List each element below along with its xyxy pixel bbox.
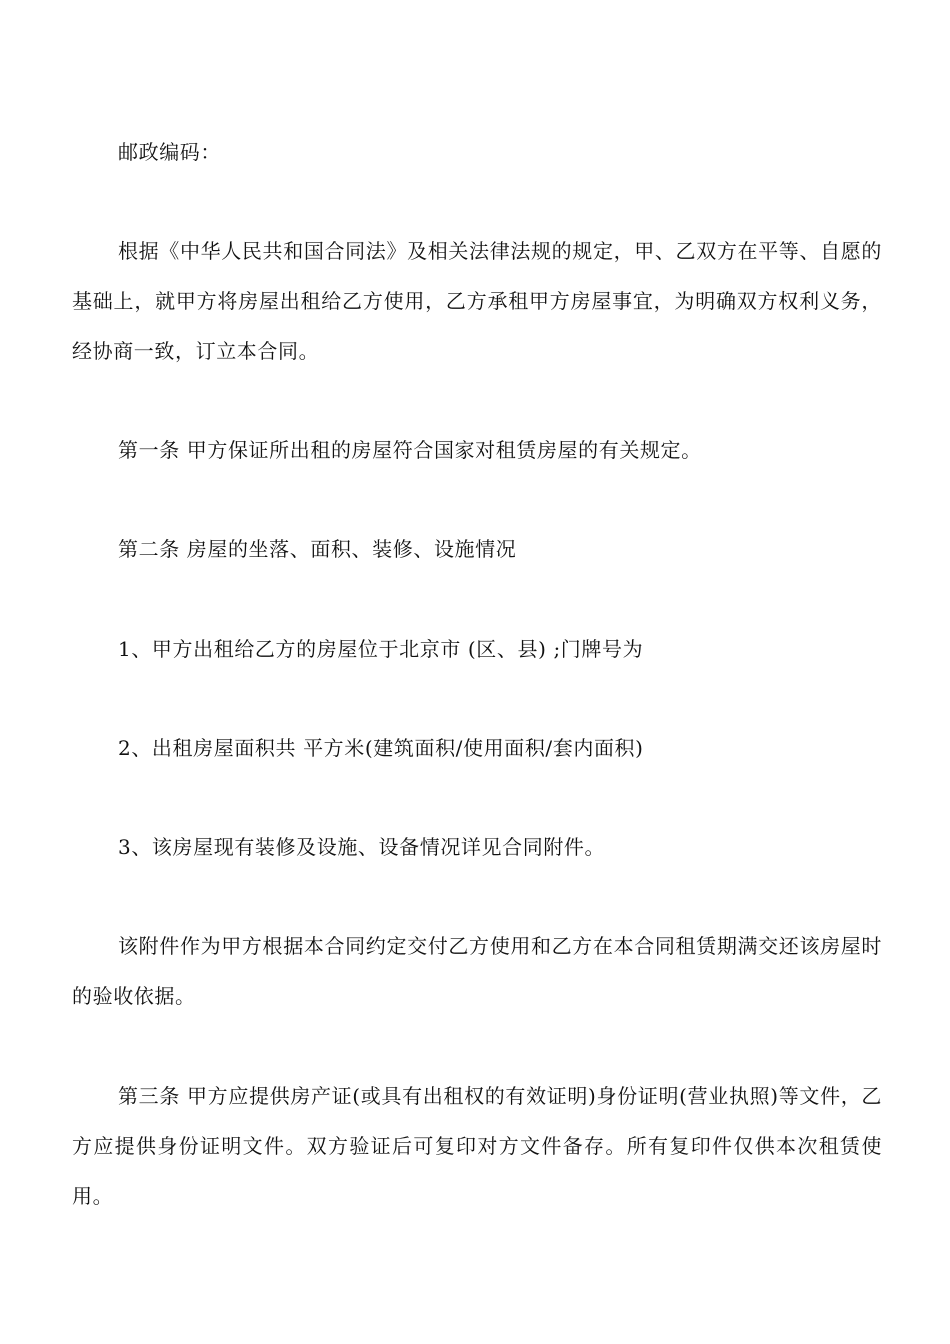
attachment-paragraph: 该附件作为甲方根据本合同约定交付乙方使用和乙方在本合同租赁期满交还该房屋时的验收依据。 [72, 934, 882, 1008]
postal-code-line: 邮政编码： [118, 140, 221, 164]
article-two-item-2: 2、出租房屋面积共 平方米(建筑面积/使用面积/套内面积) [118, 736, 644, 760]
article-three: 第三条 甲方应提供房产证(或具有出租权的有效证明)身份证明(营业执照)等文件，乙方应提供身份证明文件。双方验证后可复印对方文件备存。所有复印件仅供本次租赁使用。 [72, 1084, 882, 1208]
article-two-item-3: 3、该房屋现有装修及设施、设备情况详见合同附件。 [118, 835, 606, 859]
article-two-heading: 第二条 房屋的坐落、面积、装修、设施情况 [118, 537, 517, 561]
article-two-item-1: 1、甲方出租给乙方的房屋位于北京市 (区、县) ;门牌号为 [118, 637, 644, 661]
article-one: 第一条 甲方保证所出租的房屋符合国家对租赁房屋的有关规定。 [118, 438, 702, 462]
preamble-paragraph: 根据《中华人民共和国合同法》及相关法律法规的规定，甲、乙双方在平等、自愿的基础上，就甲方将房屋出租给乙方使用，乙方承租甲方房屋事宜，为明确双方权利义务，经协商一致，订立本合同。 [72, 239, 882, 363]
